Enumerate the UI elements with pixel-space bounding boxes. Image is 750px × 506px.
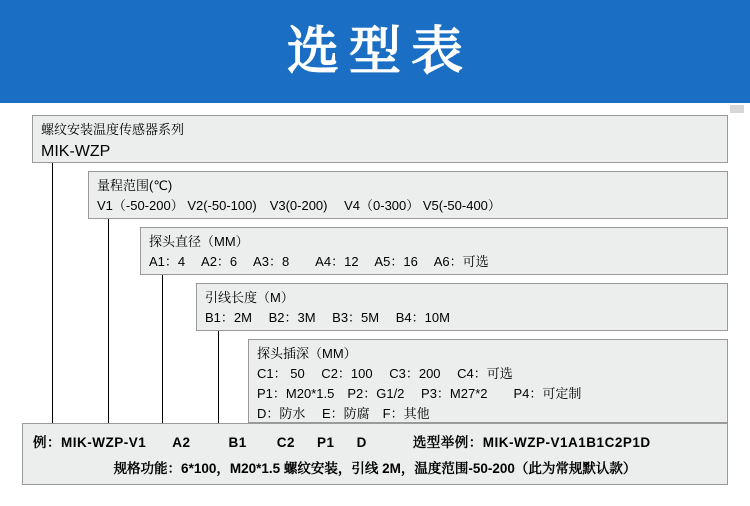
example-line — [33, 431, 651, 451]
example-code-d: D — [356, 435, 367, 450]
corner-artifact — [730, 105, 744, 113]
series-label: 螺纹安装温度传感器系列 — [41, 122, 185, 137]
example-box — [22, 423, 728, 485]
probe-diameter-options: A1：4 A2：6 A3：8 A4：12 A5：16 A6：可选 — [149, 254, 489, 269]
connector-vertical-lead — [218, 331, 219, 425]
page-title: 选型表 — [286, 22, 473, 81]
insert-depth-options-2: P1：M20*1.5 P2：G1/2 P3：M27*2 P4：可定制 — [257, 386, 582, 401]
example-spec-line: 规格功能：6*100，M20*1.5 螺纹安装，引线 2M，温度范围-50-200（此为常规默认款） — [113, 461, 637, 476]
example-code-b: B1 — [228, 435, 247, 450]
insert-depth-box — [248, 339, 728, 423]
example-prefix: 例：MIK-WZP-V1 — [33, 435, 147, 450]
probe-diameter-label: 探头直径（MM） — [149, 234, 249, 249]
example-sample-label: 选型举例：MIK-WZP-V1A1B1C2P1D — [412, 435, 651, 450]
range-label: 量程范围(℃) — [97, 178, 173, 193]
insert-depth-options-3: D：防水 E：防腐 F：其他 — [257, 406, 430, 421]
probe-diameter-box — [140, 227, 728, 275]
example-code-c: C2 — [276, 435, 296, 450]
connector-vertical-probe — [162, 275, 163, 425]
insert-depth-label: 探头插深（MM） — [257, 346, 357, 361]
example-code-p: P1 — [317, 435, 335, 450]
lead-length-options: B1：2M B2：3M B3：5M B4：10M — [205, 310, 450, 325]
insert-depth-options-1: C1： 50 C2：100 C3：200 C4：可选 — [257, 366, 513, 381]
selection-table-diagram — [0, 103, 750, 506]
page-header — [0, 0, 750, 103]
series-box — [32, 115, 728, 163]
connector-vertical-range — [108, 219, 109, 425]
series-code: MIK-WZP — [41, 143, 111, 160]
connector-vertical-main — [52, 163, 53, 425]
example-code-a: A2 — [172, 435, 191, 450]
lead-length-label: 引线长度（M） — [205, 290, 294, 305]
lead-length-box — [196, 283, 728, 331]
range-box — [88, 171, 728, 219]
range-options: V1（-50-200） V2(-50-100) V3(0-200) V4（0-300） V5(-50-400） — [97, 198, 501, 213]
